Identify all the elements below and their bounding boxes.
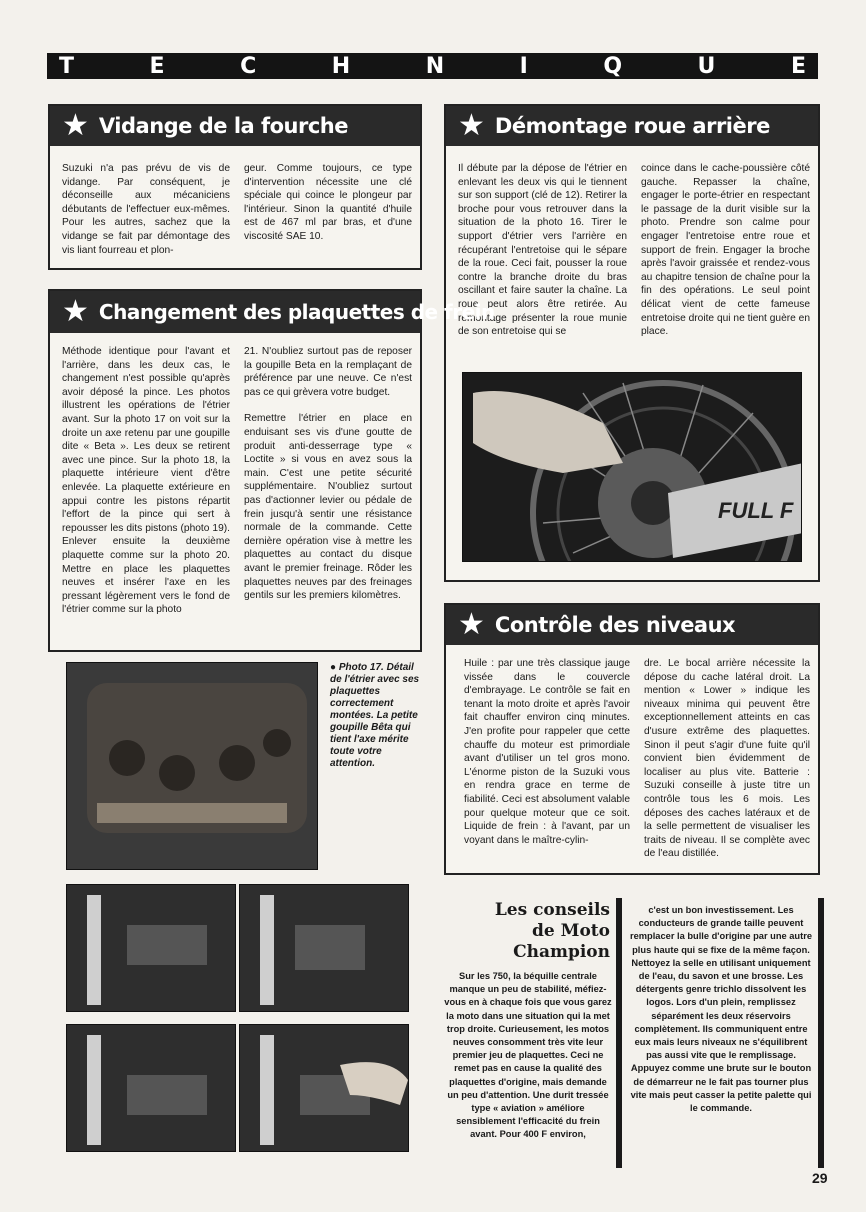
- vidange-title: Vidange de la fourche: [98, 114, 349, 138]
- rear-wheel-photo: [462, 372, 802, 562]
- conseils-left-rule: [616, 898, 622, 1168]
- niveaux-col2: dre. Le bocal arrière nécessite la dépose du cache latéral droit. La mention « Lower » indique les niveaux minima qui peuvent être exceptionnellement atteints en cas d'usure extrême des plaquettes. Sinon il peut s'agir d'une fuite qu'il convient bien évidemment de localiser au plus vite. Batterie : Suzuki conseille à juste titre un contrôle tous les 6 mois. Les déposes des caches latéraux et de la selle permettent de visualiser les traits de niveau. Il se complète avec de l'eau distillée.: [644, 658, 810, 860]
- banner-letter: I: [519, 53, 528, 79]
- conseils-section: [444, 898, 828, 1168]
- vidange-header: [50, 106, 420, 146]
- plaquettes-col1: Méthode identique pour l'avant et l'arrière, dans les deux cas, le changement n'est possible qu'après avoir déposé la pince. Les photos illustrent les opérations de l'étrier avant. Sur la photo 17 on voit sur la droite un axe retenu par une goupille dite « Beta ». Les deux se retirent avec une pince. Sur la photo 18, la plaquette intérieure vient d'être enlevée. La plaquette extérieure en appui contre les pistons répartit l'effort de la pince qui sert à repousser les dits pistons (photo 19). Enlever ensuite la deuxième plaquette comme sur la photo 20. Mettre en place les plaquettes neuves et insérer l'axe en les pressant légèrement vers le fond de l'étrier comme sur la photo: [62, 346, 230, 616]
- niveaux-col1: Huile : par une très classique jauge vissée dans le couvercle d'embrayage. Le contrôle se fait en tenant la moto droite et après l'avoir fait chauffer environ cinq minutes. J'en profite pour rappeler que cette chauffe du moteur est primordiale avant d'utiliser un tel gros mono. L'énorme piston de la Suzuki vous en rendra grace en terme de fiabilité. Ceci est absolument valable pour quelque moteur que ce soit. Liquide de frein : à l'avant, par un voyant dans le maître-cylin-: [464, 658, 630, 846]
- banner-letter: U: [697, 53, 716, 79]
- banner-letter: T: [59, 53, 75, 79]
- banner-letter: N: [425, 53, 445, 79]
- niveaux-header: [446, 605, 818, 645]
- banner-letter: Q: [603, 53, 623, 79]
- demontage-col2: coince dans le cache-poussière côté gauche. Repasser la chaîne, engager le porte-étrier en respectant le passage de la durit visible sur la photo. Prendre son calme pour engager l'entretoise entre roue et support de frein. Engager la broche après l'avoir graissée et rendez-vous au chapitre tension de chaîne pour la fin des opérations. Le seul point délicat vient de cette fameuse entretoise droite qui ne tient guère en place.: [641, 163, 810, 338]
- caliper-illustration: [67, 663, 318, 870]
- demontage-header: [446, 106, 818, 146]
- star-icon: ★: [62, 109, 89, 142]
- photo-18: [66, 884, 236, 1012]
- banner-letter: E: [790, 53, 806, 79]
- conseils-title-line2: de Moto: [532, 921, 610, 941]
- conseils-right-rule: [818, 898, 824, 1168]
- technique-banner: [47, 53, 818, 79]
- plaquettes-section: [48, 289, 495, 652]
- plaquettes-col2b: Remettre l'étrier en place en enduisant ses vis d'une goutte de produit anti-desserrage type « Loctite » si vous en avez sous la main. C'est une petite sécurité supplémentaire. N'oubliez surtout pas d'actionner levier ou pédale de frein jusqu'à sentir une résistance normale de la commande. Cette dernière opération vise à mettre les plaquettes au contact du disque avant le premier freinage. Rôder les plaquettes neuves par des freinages gentils sur les premiers kilomètres.: [244, 413, 412, 602]
- vidange-col2: geur. Comme toujours, ce type d'intervention nécessite une clé spéciale qui coince le plongeur par l'intérieur. Sinon la quantité d'huile est de 467 ml par bras, et d'une viscosité SAE 10.: [244, 163, 412, 242]
- conseils-col1: Sur les 750, la béquille centrale manque un peu de stabilité, méfiez-vous en à chaque fois que vous garez la moto dans une situation qui la met trop droite. Curieusement, les motos neuves consomment très vite leur premier jeu de plaquettes. Ceci ne remet pas en cause la qualité des plaquettes d'origine, mais demande un peu d'attention. Une durit tressée type « aviation » améliore sensiblement l'efficacité du frein avant. Pour 400 F environ,: [444, 971, 612, 1140]
- conseils-title-line1: Les conseils: [494, 900, 610, 920]
- wheel-logo-text: FULL F: [718, 498, 794, 523]
- demontage-col1: Il débute par la dépose de l'étrier en enlevant les deux vis qui le tiennent sur son support (clé de 12). Retirer la broche pour vous retrouver dans la situation de la photo 16. Tirer le support d'étrier vers l'arrière en récupérant l'entretoise qui le sépare de la roue. Ceci fait, pousser la roue contre la branche droite du bras oscillant et faire sauter la chaîne. La roue peut alors être retirée. Au remontage présenter la roue munie de son entretoise qui se: [458, 163, 627, 338]
- demontage-section: [444, 104, 820, 582]
- niveaux-title: Contrôle des niveaux: [494, 613, 736, 637]
- star-icon: ★: [458, 608, 485, 641]
- plaquettes-title: Changement des plaquettes de frein: [98, 300, 495, 324]
- star-icon: ★: [458, 109, 485, 142]
- plaquettes-header: [50, 291, 495, 333]
- page-number: 29: [812, 1170, 828, 1186]
- conseils-col2: c'est un bon investissement. Les conducteurs de grande taille peuvent remplacer la bulle d'origine par une autre plus haute qui se fixe de la même façon. Nettoyez la selle en utilisant uniquement de l'eau, du savon et une brosse. Les détergents genre trichlo dissolvent les logos. Lors d'un plein, remplissez séparément les deux réservoirs complètement. Ils communiquent entre eux mais leurs niveaux ne s'équilibrent pas aussi vite que le remplissage. Appuyez comme une brute sur le bouton de démarreur ne le fait pas tourner plus vite mais peut casser la petite palette qui le commande.: [629, 905, 812, 1114]
- photo-21: [239, 1024, 409, 1152]
- niveaux-section: [444, 603, 820, 875]
- banner-letter: H: [331, 53, 351, 79]
- photo-19: [239, 884, 409, 1012]
- photo-17-caption: ● Photo 17. Détail de l'étrier avec ses plaquettes correctement montées. La petite goupille Bêta qui tient l'axe mérite toute votre attention.: [330, 662, 420, 769]
- vidange-col1: Suzuki n'a pas prévu de vis de vidange. Par conséquent, je déconseille aux mécaniciens débutants de l'effectuer eux-mêmes. Pour les autres, sachez que la vidange se fait par démontage des vis liant fourreau et plon-: [62, 163, 230, 256]
- star-icon: ★: [62, 295, 89, 328]
- demontage-title: Démontage roue arrière: [494, 114, 770, 138]
- conseils-title-line3: Champion: [513, 942, 610, 962]
- banner-letter: C: [240, 53, 257, 79]
- conseils-title: [444, 900, 610, 963]
- photo-17: [66, 662, 318, 870]
- wheel-illustration: [463, 373, 802, 562]
- photo-20: [66, 1024, 236, 1152]
- banner-letter: E: [149, 53, 165, 79]
- plaquettes-col2a: 21. N'oubliez surtout pas de reposer la goupille Beta en la remplaçant de préférence par une neuve. Ce n'est pas ce qui grèvera votre budget.: [244, 346, 412, 398]
- vidange-section: [48, 104, 422, 270]
